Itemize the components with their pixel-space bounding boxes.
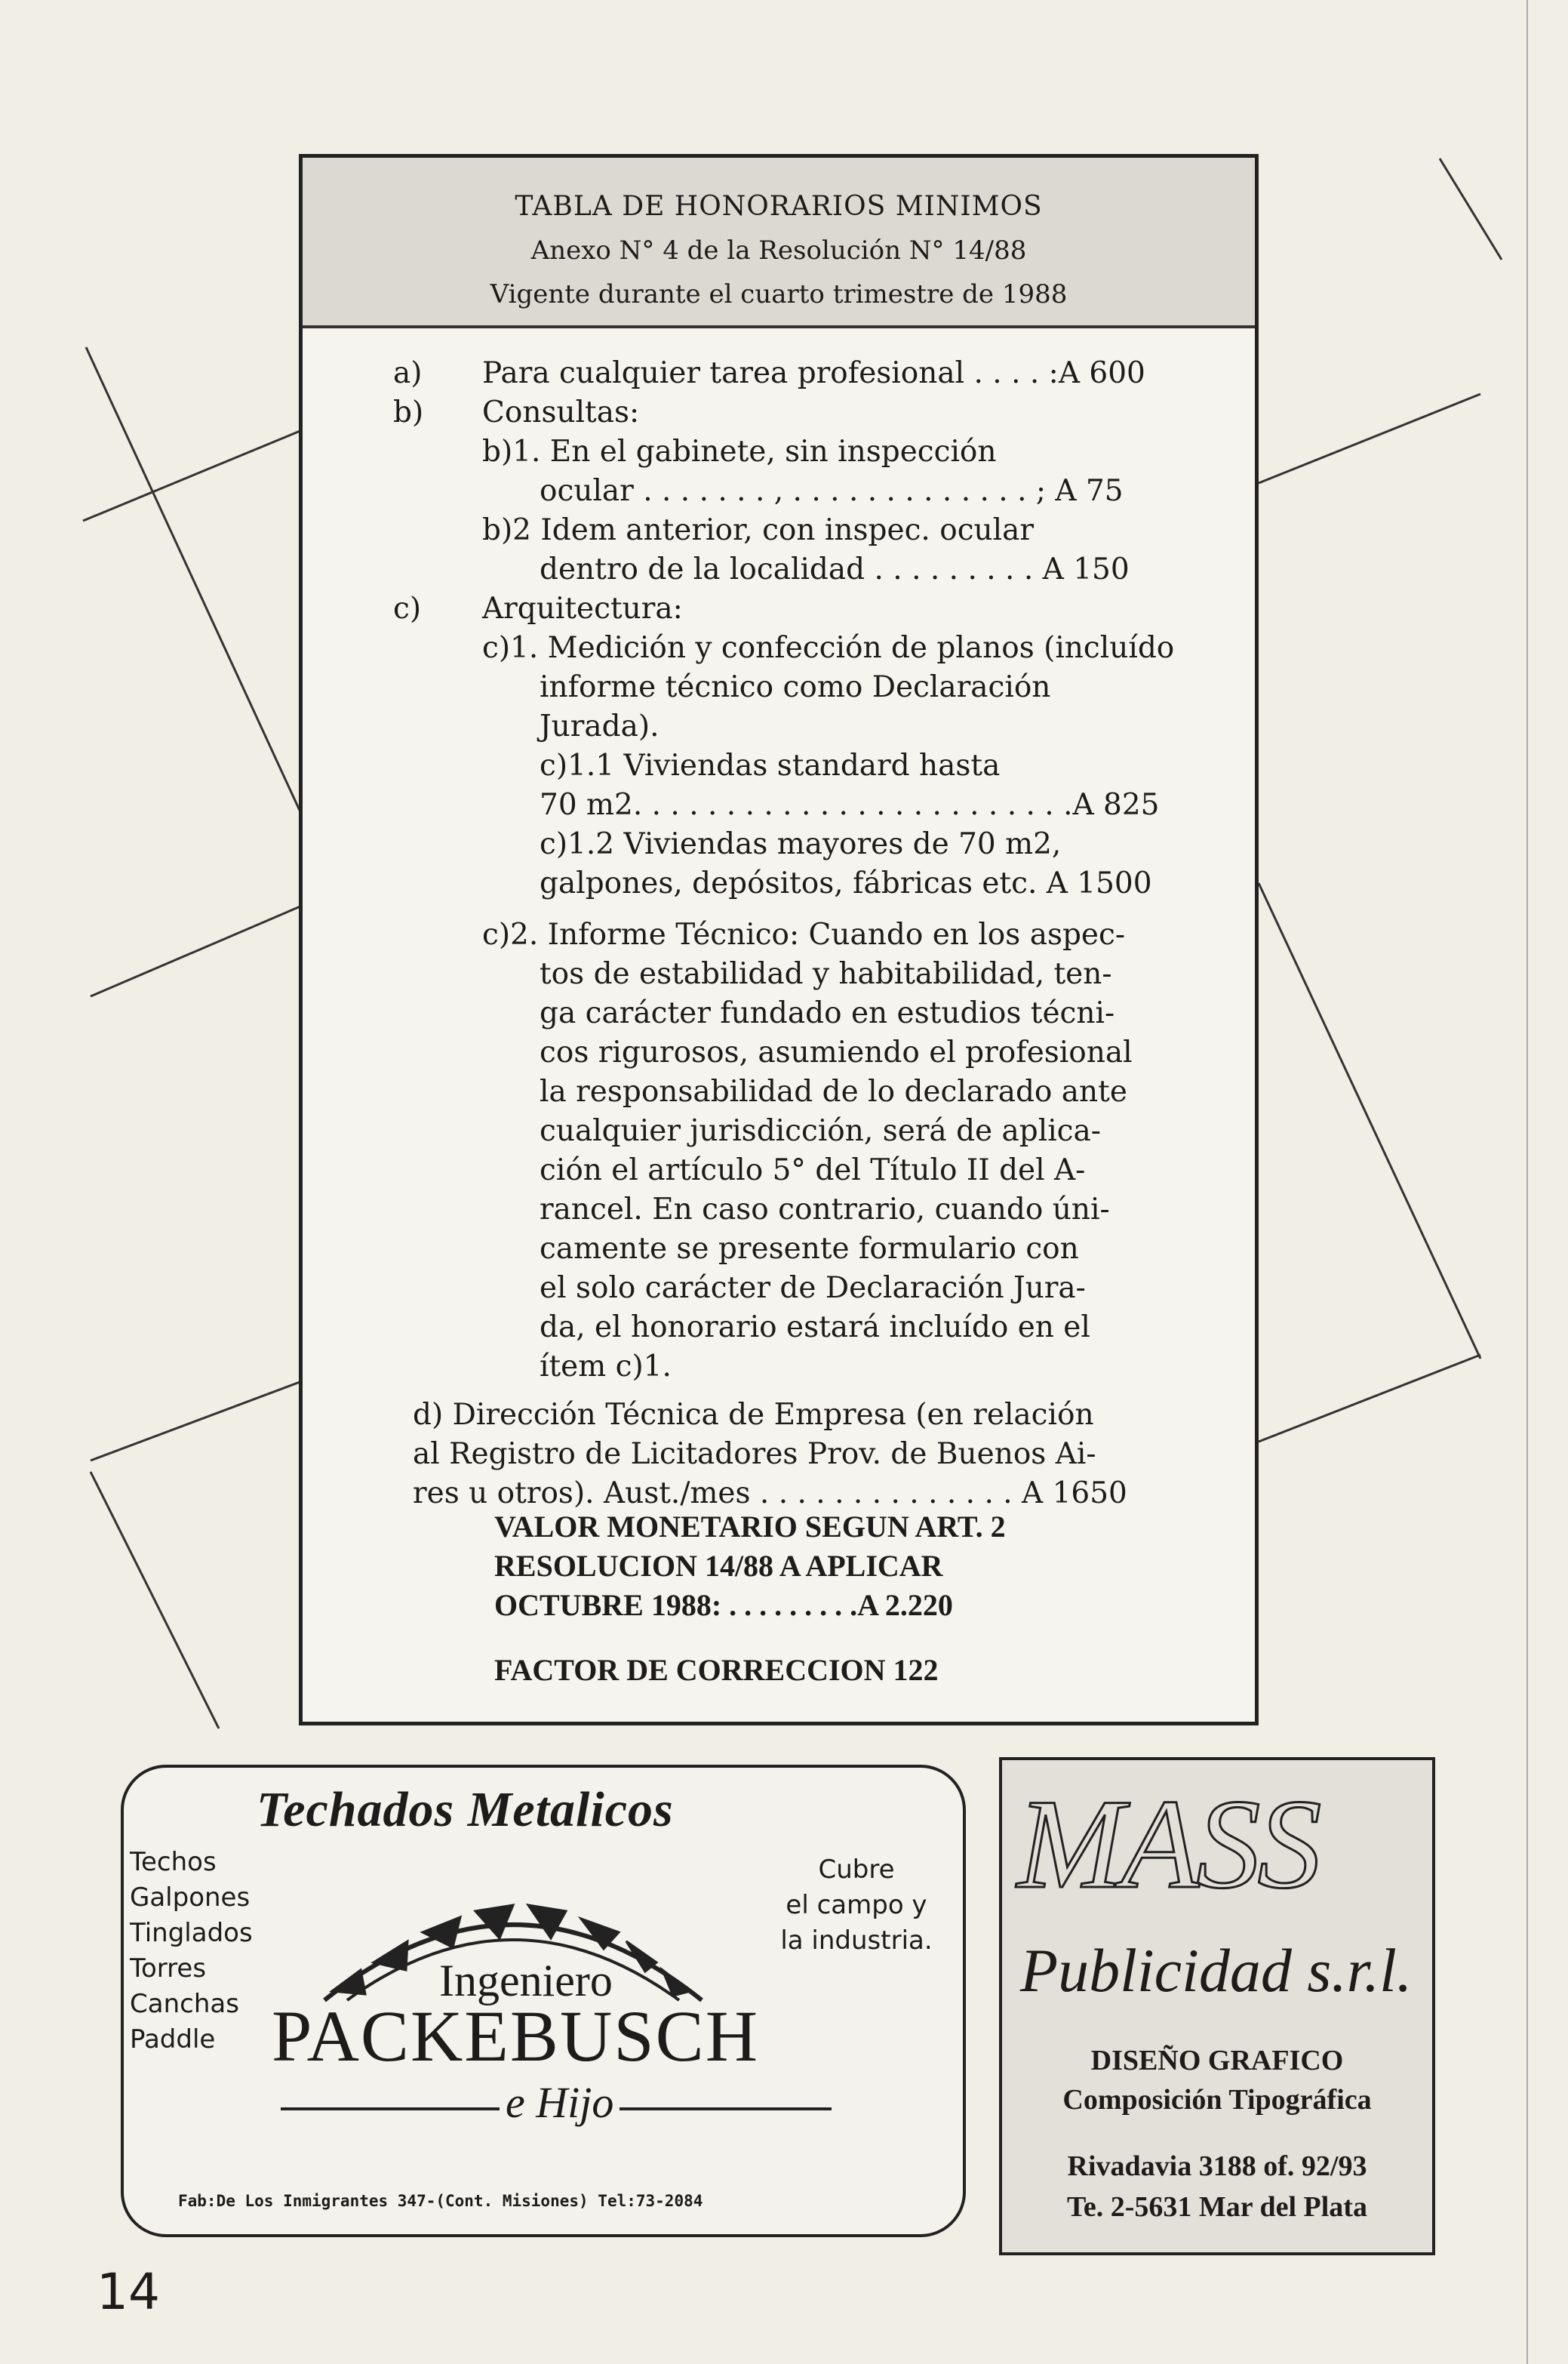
item-d-line: al Registro de Licitadores Prov. de Buenos Ai- <box>413 1437 1096 1471</box>
slogan-line: el campo y <box>786 1890 927 1920</box>
item-d-line: d) Dirección Técnica de Empresa (en relación <box>413 1398 1094 1432</box>
item-c2-line: el solo carácter de Declaración Jura- <box>540 1271 1086 1305</box>
item-c2-line: rancel. En caso contrario, cuando úni- <box>540 1193 1110 1227</box>
mass-logo: MASS <box>1017 1773 1319 1915</box>
ad-hijo: e Hijo <box>500 2077 620 2128</box>
item-c11-line1: c)1.1 Viviendas standard hasta <box>540 749 1001 783</box>
item-c2-line: cos rigurosos, asumiendo el profesional <box>540 1036 1133 1070</box>
item-c1-line2: informe técnico como Declaración <box>540 670 1051 704</box>
item-c2-line: ga carácter fundado en estudios técni- <box>540 996 1115 1030</box>
item-d-line: res u otros). Aust./mes . . . . . . . . . . . . . . A 1650 <box>413 1476 1127 1510</box>
item-c1-line1: c)1. Medición y confección de planos (incluído <box>482 631 1175 665</box>
ad-techados-metalicos <box>121 1765 966 2237</box>
valor-line3: OCTUBRE 1988: . . . . . . . . .A 2.220 <box>494 1588 953 1622</box>
page-number: 14 <box>97 2263 160 2321</box>
item-c12-line1: c)1.2 Viviendas mayores de 70 m2, <box>540 827 1062 861</box>
list-item: Techos <box>130 1847 217 1877</box>
item-c1-line3: Jurada). <box>540 710 659 743</box>
ad-techados-footer: Fab:De Los Inmigrantes 347-(Cont. Misiones) Tel:73-2084 <box>178 2192 703 2210</box>
mass-line1: DISEÑO GRAFICO <box>1090 2045 1344 2076</box>
table-subtitle-annex: Anexo N° 4 de la Resolución N° 14/88 <box>530 235 1027 266</box>
item-c2-line: c)2. Informe Técnico: Cuando en los aspec- <box>482 918 1126 952</box>
slogan-line: la industria. <box>780 1925 933 1956</box>
ad-techados-list <box>130 1845 253 2058</box>
item-b-label: b) <box>393 396 424 429</box>
item-c-text: Arquitectura: <box>482 592 683 626</box>
mass-publicidad: Publicidad s.r.l. <box>1020 1936 1413 2005</box>
list-item: Tinglados <box>130 1918 253 1948</box>
item-c2-line: ción el artículo 5° del Título II del A- <box>540 1153 1086 1187</box>
item-c2-line: camente se presente formulario con <box>540 1232 1079 1266</box>
item-c2-line: cualquier jurisdicción, será de aplica- <box>540 1114 1101 1148</box>
item-c2-line: da, el honorario estará incluído en el <box>540 1310 1090 1344</box>
item-c11-line2: 70 m2. . . . . . . . . . . . . . . . . . . . . . . .A 825 <box>540 788 1160 822</box>
ad-mass-publicidad <box>999 1757 1435 2255</box>
list-item: Galpones <box>130 1882 251 1913</box>
ad-techados-title: Techados Metalicos <box>257 1782 674 1837</box>
mass-line4: Te. 2-5631 Mar del Plata <box>1067 2191 1367 2223</box>
list-item: Canchas <box>130 1989 239 2019</box>
item-b2-line1: b)2 Idem anterior, con inspec. ocular <box>482 513 1035 547</box>
slogan-line: Cubre <box>818 1855 895 1885</box>
item-b1-line1: b)1. En el gabinete, sin inspección <box>482 435 997 469</box>
factor-correccion: FACTOR DE CORRECCION 122 <box>494 1653 939 1687</box>
table-subtitle-period: Vigente durante el cuarto trimestre de 1988 <box>490 279 1068 309</box>
item-a-text: Para cualquier tarea profesional . . . . :A 600 <box>482 356 1145 390</box>
item-a-label: a) <box>393 356 423 390</box>
valor-line2: RESOLUCION 14/88 A APLICAR <box>494 1549 943 1583</box>
item-b1-line2: ocular . . . . . . . , . . . . . . . . . . . . . ; A 75 <box>540 474 1124 508</box>
mass-line2: Composición Tipográfica <box>1062 2084 1372 2116</box>
mass-line3: Rivadavia 3188 of. 92/93 <box>1067 2150 1367 2182</box>
item-c2-line: tos de estabilidad y habitabilidad, ten- <box>540 957 1112 991</box>
item-b-text: Consultas: <box>482 396 640 429</box>
list-item: Torres <box>130 1953 207 1984</box>
list-item: Paddle <box>130 2024 216 2055</box>
honorarios-table <box>299 154 1259 1725</box>
item-c-label: c) <box>393 592 422 626</box>
ad-techados-slogan <box>770 1852 943 1959</box>
table-title: TABLA DE HONORARIOS MINIMOS <box>515 191 1043 222</box>
ad-ingeniero: Ingeniero <box>439 1956 613 2005</box>
item-c2-line: ítem c)1. <box>540 1350 672 1384</box>
item-b2-line2: dentro de la localidad . . . . . . . . . A 150 <box>540 553 1130 586</box>
ad-packebusch-brand: PACKEBUSCH <box>272 1996 760 2076</box>
valor-line1: VALOR MONETARIO SEGUN ART. 2 <box>494 1510 1006 1544</box>
table-header <box>303 158 1255 328</box>
item-c2-line: la responsabilidad de lo declarado ante <box>540 1075 1127 1109</box>
item-c12-line2: galpones, depósitos, fábricas etc. A 1500 <box>540 866 1152 900</box>
